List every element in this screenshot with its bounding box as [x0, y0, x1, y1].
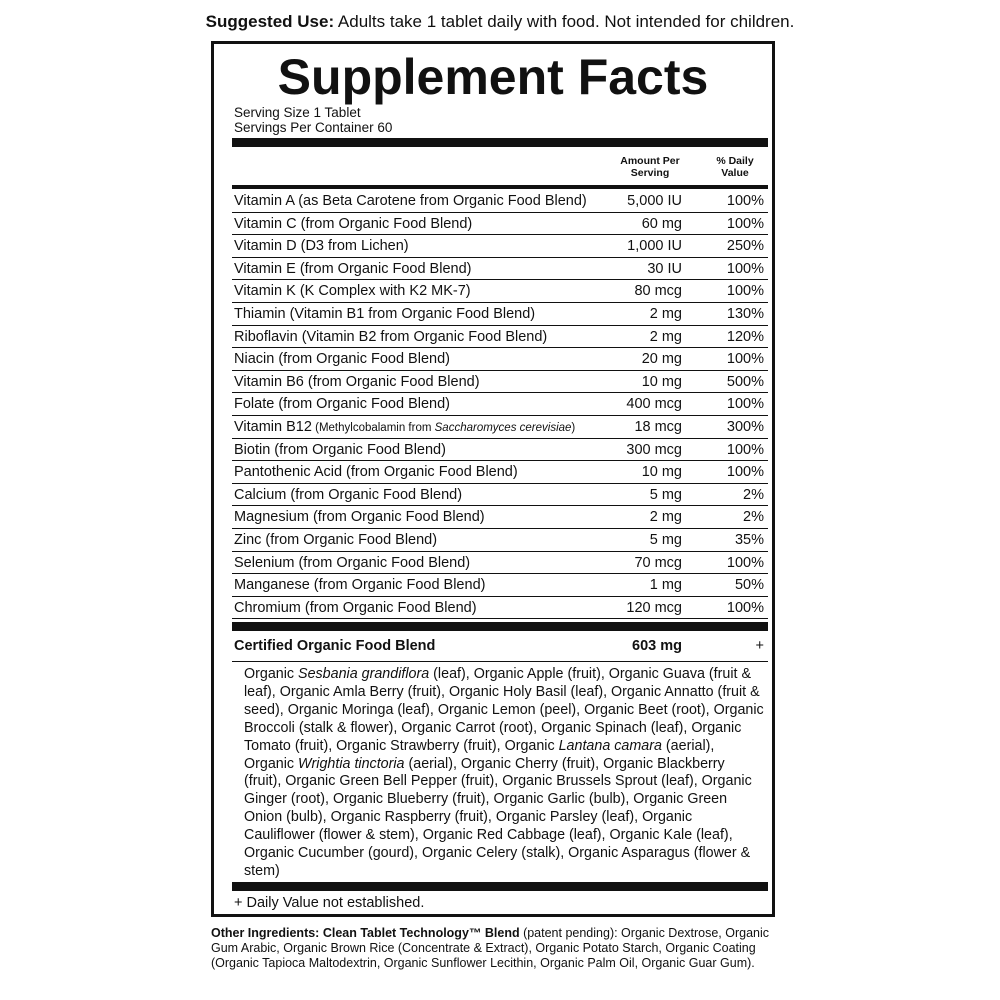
nutrient-amount: 5 mg	[649, 531, 682, 548]
nutrient-name: Magnesium (from Organic Food Blend)	[234, 509, 485, 526]
nutrient-row	[232, 529, 768, 552]
nutrient-name: Vitamin K (K Complex with K2 MK-7)	[234, 283, 471, 300]
nutrient-dv: 100%	[726, 441, 764, 458]
blend-ingredients	[244, 666, 764, 881]
nutrient-row	[232, 280, 768, 303]
thick-rule-bottom	[232, 882, 768, 891]
nutrient-row	[232, 326, 768, 349]
nutrient-name: Biotin (from Organic Food Blend)	[234, 441, 446, 458]
nutrient-amount: 5,000 IU	[627, 193, 682, 209]
nutrient-row	[232, 371, 768, 394]
serving-info	[234, 105, 392, 135]
nutrient-row	[232, 416, 768, 439]
nutrient-dv: 35%	[734, 531, 764, 548]
nutrient-amount: 400 mcg	[626, 396, 682, 413]
nutrient-dv: 100%	[726, 554, 764, 571]
footnote: + Daily Value not established.	[234, 895, 425, 911]
nutrient-row	[232, 461, 768, 484]
nutrient-amount: 5 mg	[649, 486, 682, 503]
nutrient-name: Vitamin E (from Organic Food Blend)	[234, 260, 472, 277]
nutrient-name: Vitamin D (D3 from Lichen)	[234, 238, 409, 255]
nutrient-name: Calcium (from Organic Food Blend)	[234, 486, 463, 503]
nutrient-dv: 100%	[726, 396, 764, 413]
nutrient-amount: 80 mcg	[634, 283, 682, 300]
nutrient-dv: 300%	[726, 418, 764, 435]
nutrient-amount: 2 mg	[649, 305, 682, 322]
servings-per-container: Servings Per Container 60	[234, 120, 393, 135]
col-amount-header: Amount Per Serving	[620, 155, 680, 179]
thick-rule-top	[232, 138, 768, 147]
blend-amount: 603 mg	[632, 638, 682, 654]
nutrient-dv: 100%	[726, 193, 764, 209]
nutrient-row	[232, 258, 768, 281]
supplement-facts-panel	[211, 41, 775, 917]
nutrient-dv: 2%	[743, 509, 764, 526]
nutrient-row	[232, 348, 768, 371]
nutrient-amount: 70 mcg	[634, 554, 682, 571]
nutrient-dv: 100%	[726, 260, 764, 277]
nutrient-row	[232, 574, 768, 597]
nutrient-dv: 120%	[726, 328, 764, 345]
nutrient-amount: 20 mg	[641, 351, 682, 368]
nutrient-amount: 30 IU	[647, 260, 682, 277]
ingredient-latin-name: Wrightia tinctoria	[298, 755, 405, 772]
ingredient-text: (leaf), Organic Apple (fruit), Organic Guava (fruit & leaf), Organic Amla Berry (fruit), Organic Holy Basil (leaf), Organic Annatto (fruit & seed), Organic Moringa (leaf), Organic Lemon (peel), Organic Beet (root), Organic Broccoli (stalk & flower), Organic Carrot (root), Organic Spinach (leaf), Organic Tomato (fruit), Organic Strawberry (fruit), Organic	[244, 666, 764, 754]
nutrient-dv: 100%	[726, 599, 764, 616]
nutrient-row	[232, 190, 768, 213]
ingredient-text: (aerial), Organic Cherry (fruit), Organic Blackberry (fruit), Organic Green Bell Pepper (fruit), Organic Brussels Sprout (leaf), Organic Ginger (root), Organic Blueberry (fruit), Organic Garlic (bulb), Organic Green Onion (bulb), Organic Raspberry (fruit), Organic Parsley (leaf), Organic Cauliflower (flower & stem), Organic Red Cabbage (leaf), Organic Kale (leaf), Organic Cucumber (gourd), Organic Celery (stalk), Organic Asparagus (flower & stem)	[244, 755, 752, 879]
nutrient-dv: 130%	[726, 305, 764, 322]
blend-name: Certified Organic Food Blend	[234, 638, 436, 654]
other-ingredients-text: (patent pending): Organic Dextrose, Organic Gum Arabic, Organic Brown Rice (Concentrate & Extract), Organic Potato Starch, Organic Coating (Organic Tapioca Maltodextrin, Organic Sunflower Lecithin, Organic Palm Oil, Organic Guar Gum).	[211, 926, 770, 970]
nutrient-name: Riboflavin (Vitamin B2 from Organic Food Blend)	[234, 328, 548, 345]
nutrient-dv: 2%	[743, 486, 764, 503]
nutrient-row	[232, 439, 768, 462]
panel-title: Supplement Facts	[277, 49, 709, 105]
blend-row	[232, 634, 768, 662]
nutrient-name: Zinc (from Organic Food Blend)	[234, 531, 438, 548]
thick-rule-mid	[232, 622, 768, 631]
nutrient-amount: 60 mg	[641, 215, 682, 232]
ingredient-text: (aerial), Organic	[244, 737, 715, 772]
suggested-use	[0, 12, 1000, 32]
nutrient-row	[232, 506, 768, 529]
col-dv-header: % Daily Value	[716, 155, 754, 179]
ingredient-latin-name: Lantana camara	[558, 737, 662, 754]
suggested-use-text: Adults take 1 tablet daily with food. Not intended for children.	[334, 12, 795, 31]
other-ingredients-label: Other Ingredients: Clean Tablet Technology™ Blend	[211, 926, 520, 940]
nutrient-name: Vitamin B6 (from Organic Food Blend)	[234, 373, 480, 390]
suggested-use-label: Suggested Use:	[205, 12, 335, 31]
nutrient-name: Selenium (from Organic Food Blend)	[234, 554, 471, 571]
nutrient-name: Vitamin B12 (Methylcobalamin from Saccharomyces cerevisiae)	[234, 418, 576, 435]
ingredient-latin-name: Sesbania grandiflora	[298, 666, 430, 682]
nutrient-name: Niacin (from Organic Food Blend)	[234, 351, 450, 368]
serving-size: Serving Size 1 Tablet	[234, 105, 361, 120]
nutrient-row	[232, 213, 768, 236]
nutrient-dv: 100%	[726, 351, 764, 368]
nutrient-amount: 10 mg	[641, 464, 682, 481]
nutrient-dv: 250%	[726, 238, 764, 255]
nutrient-amount: 300 mcg	[626, 441, 682, 458]
nutrient-name: Folate (from Organic Food Blend)	[234, 396, 450, 413]
nutrient-amount: 1,000 IU	[627, 238, 682, 255]
nutrient-name: Manganese (from Organic Food Blend)	[234, 577, 486, 594]
nutrient-dv: 100%	[726, 464, 764, 481]
nutrient-dv: 500%	[726, 373, 764, 390]
nutrient-name: Vitamin C (from Organic Food Blend)	[234, 215, 473, 232]
nutrient-amount: 120 mcg	[626, 599, 682, 616]
nutrient-amount: 10 mg	[641, 373, 682, 390]
nutrient-name: Thiamin (Vitamin B1 from Organic Food Blend)	[234, 305, 536, 322]
nutrient-amount: 2 mg	[649, 509, 682, 526]
nutrient-row	[232, 552, 768, 575]
nutrient-name: Chromium (from Organic Food Blend)	[234, 599, 477, 616]
nutrient-name: Vitamin A (as Beta Carotene from Organic Food Blend)	[234, 193, 587, 209]
nutrient-table	[232, 190, 768, 619]
other-ingredients	[211, 926, 781, 971]
header-rule	[232, 185, 768, 189]
nutrient-amount: 18 mcg	[634, 418, 682, 435]
nutrient-amount: 1 mg	[649, 577, 682, 594]
nutrient-row	[232, 484, 768, 507]
nutrient-row	[232, 303, 768, 326]
nutrient-amount: 2 mg	[649, 328, 682, 345]
nutrient-dv: 50%	[734, 577, 764, 594]
nutrient-row	[232, 393, 768, 416]
blend-dv: +	[755, 638, 764, 654]
nutrient-name: Pantothenic Acid (from Organic Food Blend)	[234, 464, 518, 481]
nutrient-row	[232, 597, 768, 620]
ingredient-text: Organic	[244, 666, 299, 682]
nutrient-row	[232, 235, 768, 258]
nutrient-dv: 100%	[726, 283, 764, 300]
nutrient-dv: 100%	[726, 215, 764, 232]
